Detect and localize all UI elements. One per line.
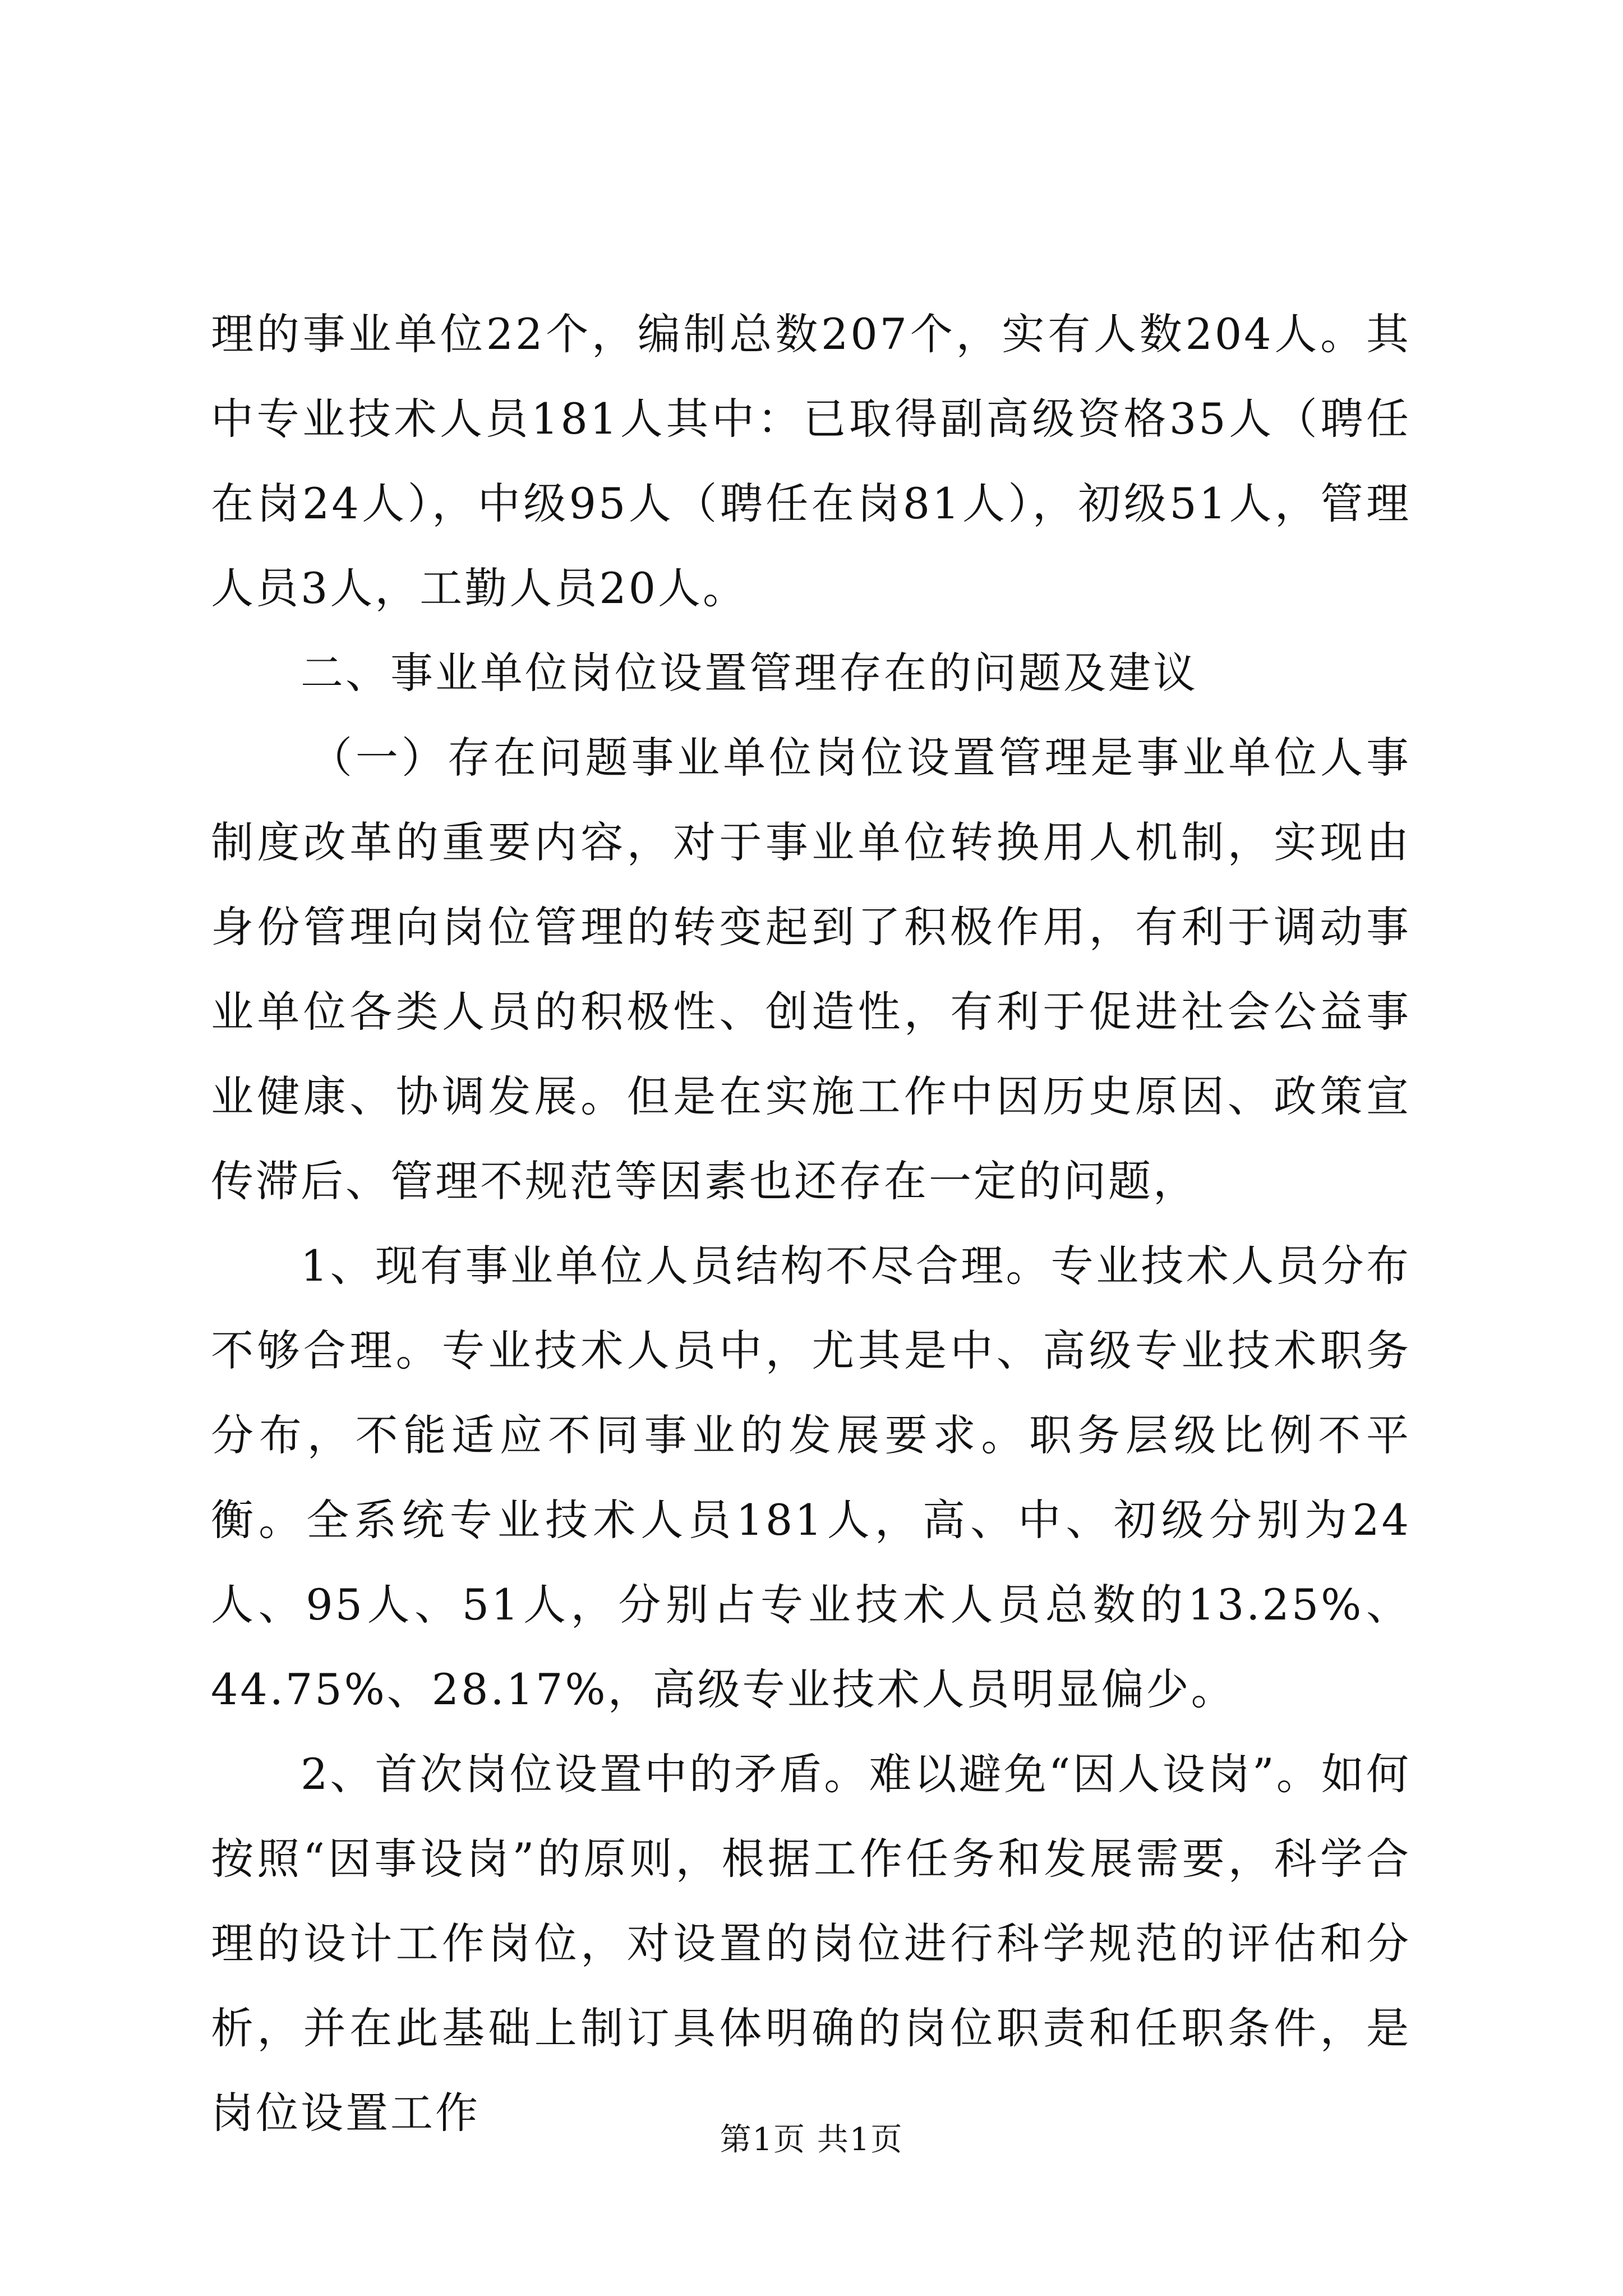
- document-body: [211, 292, 1411, 2155]
- paragraph-structure-issue: 1、现有事业单位人员结构不尽合理。专业技术人员分布不够合理。专业技术人员中，尤其是中、高级专业技术职务分布，不能适应不同事业的发展要求。职务层级比例不平衡。全系统专业技术人员181人，高、中、初级分别为24人、95人、51人，分别占专业技术人员总数的13.25%、44.75%、28.17%，高级专业技术人员明显偏少。: [211, 1241, 1411, 1714]
- page-footer: 第1页 共1页: [720, 2122, 903, 2158]
- paragraph-staff-statistics: 理的事业单位22个，编制总数207个，实有人数204人。其中专业技术人员181人其中：已取得副高级资格35人（聘任在岗24人），中级95人（聘任在岗81人），初级51人，管理人员3人，工勤人员20人。: [211, 309, 1411, 613]
- section-heading-problems-and-suggestions: 二、事业单位岗位设置管理存在的问题及建议: [301, 648, 1198, 698]
- paragraph-first-post-setting: 2、首次岗位设置中的矛盾。难以避免“因人设岗”。如何按照“因事设岗”的原则，根据工作任务和发展需要，科学合理的设计工作岗位，对设置的岗位进行科学规范的评估和分析，并在此基础上制订具体明确的岗位职责和任职条件，是岗位设置工作: [211, 1749, 1411, 2138]
- paragraph-existing-problems: （一）存在问题事业单位岗位设置管理是事业单位人事制度改革的重要内容，对于事业单位转换用人机制，实现由身份管理向岗位管理的转变起到了积极作用，有利于调动事业单位各类人员的积极性、创造性，有利于促进社会公益事业健康、协调发展。但是在实施工作中因历史原因、政策宣传滞后、管理不规范等因素也还存在一定的问题，: [211, 733, 1411, 1206]
